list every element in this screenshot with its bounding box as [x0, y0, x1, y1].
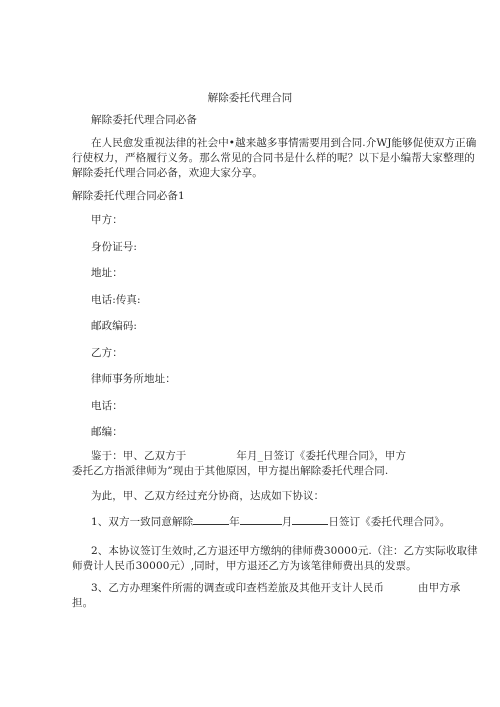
section-heading: 解除委托代理合同必备1 [72, 190, 185, 202]
clause-1-year: 年 [229, 516, 240, 528]
clause-1 [91, 514, 450, 529]
field-party-a: 甲方： [91, 214, 123, 226]
clause-3-text-1: 3、乙方办理案件所需的调查或印查档差旅及其他开支计人民币 [91, 582, 384, 594]
whereas-text-2: 年月_日签订《委托代理合同》，甲方 [236, 450, 407, 462]
clause-1-text-b: 日签订《委托代理合同》。 [328, 516, 451, 528]
field-law-firm-address: 律师事务所地址： [91, 373, 176, 385]
clause-1-month: 月 [281, 516, 293, 528]
clause-2-line-2: 师费计人民币30000元）,同时，甲方退还乙方为该笔律师费出具的发票。 [72, 560, 417, 572]
clause-1-month-blank [240, 514, 282, 525]
field-id-number: 身份证号: [91, 241, 138, 253]
whereas-line-2: 委托乙方指派律师为”现由于其他原因，甲方提出解除委托代理合同. [72, 465, 389, 477]
field-phone-fax: 电话:传真: [91, 294, 141, 306]
intro-line-3: 解除委托代理合同必备，欢迎大家分享。 [72, 167, 263, 179]
clause-3-line-2: 担。 [72, 597, 94, 609]
clause-1-year-blank [193, 514, 229, 525]
clause-2-line-1: 2、本协议签订生效时,乙方退还甲方缴纳的律师费30000元.（注：乙方实际收取律 [91, 545, 478, 557]
whereas-text-1: 鉴于：甲、乙双方于 [91, 450, 187, 462]
clause-3-line-1 [91, 581, 460, 595]
document-title: 解除委托代理合同 [207, 92, 293, 104]
clause-1-text-a: 1、双方一致同意解除 [91, 516, 194, 528]
field-party-b: 乙方： [91, 347, 123, 359]
clause-3-text-2: 由甲方承 [417, 582, 461, 594]
field-phone: 电话： [91, 400, 123, 412]
document-subtitle: 解除委托代理合同必备 [91, 114, 197, 126]
field-postcode-short: 邮编： [91, 426, 123, 438]
clause-1-day-blank [292, 514, 328, 525]
whereas-line-1 [91, 449, 406, 463]
agreement-intro: 为此，甲、乙双方经过充分协商，达成如下协议： [91, 490, 325, 502]
intro-line-2: 行使权力，严格履行义务。那么常见的合同书是什么样的呢？以下是小编帮大家整理的 [72, 152, 475, 164]
field-address: 地址： [91, 267, 123, 279]
intro-line-1: 在人民愈发重视法律的社会中•越来越多事情需要用到合同.介WJ能够促使双方正确 [91, 137, 477, 149]
field-postcode: 邮政编码: [91, 320, 138, 332]
